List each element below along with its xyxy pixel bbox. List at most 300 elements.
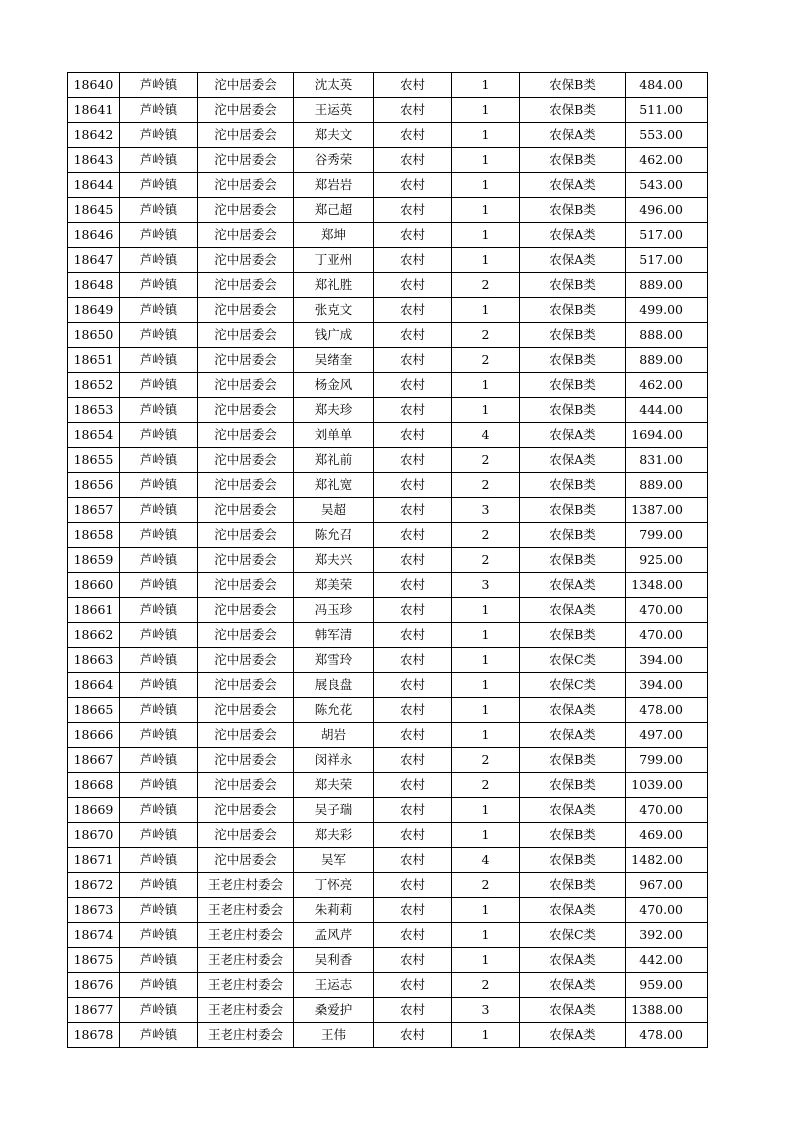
town-cell: 芦岭镇 (120, 648, 198, 673)
committee-cell: 沱中居委会 (198, 398, 294, 423)
name-cell: 刘单单 (294, 423, 374, 448)
name-cell: 闵祥永 (294, 748, 374, 773)
amount-cell: 1387.00 (626, 498, 708, 523)
amount-cell: 462.00 (626, 148, 708, 173)
area-type-cell: 农村 (374, 73, 452, 98)
record-id-cell: 18654 (68, 423, 120, 448)
insurance-type-cell: 农保A类 (520, 1023, 626, 1048)
committee-cell: 沱中居委会 (198, 448, 294, 473)
table-row (68, 648, 708, 673)
town-cell: 芦岭镇 (120, 373, 198, 398)
table-row (68, 398, 708, 423)
amount-cell: 889.00 (626, 348, 708, 373)
area-type-cell: 农村 (374, 1023, 452, 1048)
insurance-type-cell: 农保A类 (520, 598, 626, 623)
town-cell: 芦岭镇 (120, 623, 198, 648)
household-count-cell: 1 (452, 673, 520, 698)
town-cell: 芦岭镇 (120, 348, 198, 373)
town-cell: 芦岭镇 (120, 223, 198, 248)
household-count-cell: 1 (452, 373, 520, 398)
amount-cell: 553.00 (626, 123, 708, 148)
record-id-cell: 18658 (68, 523, 120, 548)
name-cell: 吴军 (294, 848, 374, 873)
insurance-type-cell: 农保B类 (520, 298, 626, 323)
amount-cell: 799.00 (626, 748, 708, 773)
amount-cell: 392.00 (626, 923, 708, 948)
household-count-cell: 1 (452, 598, 520, 623)
household-count-cell: 2 (452, 773, 520, 798)
area-type-cell: 农村 (374, 973, 452, 998)
committee-cell: 沱中居委会 (198, 473, 294, 498)
area-type-cell: 农村 (374, 723, 452, 748)
insurance-type-cell: 农保B类 (520, 323, 626, 348)
committee-cell: 沱中居委会 (198, 223, 294, 248)
record-id-cell: 18643 (68, 148, 120, 173)
amount-cell: 517.00 (626, 223, 708, 248)
area-type-cell: 农村 (374, 173, 452, 198)
amount-cell: 470.00 (626, 623, 708, 648)
table-row (68, 998, 708, 1023)
table-row (68, 298, 708, 323)
table-row (68, 873, 708, 898)
name-cell: 王运英 (294, 98, 374, 123)
committee-cell: 沱中居委会 (198, 523, 294, 548)
committee-cell: 沱中居委会 (198, 673, 294, 698)
insurance-type-cell: 农保B类 (520, 73, 626, 98)
household-count-cell: 2 (452, 448, 520, 473)
table-row (68, 598, 708, 623)
area-type-cell: 农村 (374, 423, 452, 448)
name-cell: 吴子瑞 (294, 798, 374, 823)
name-cell: 谷秀荣 (294, 148, 374, 173)
record-id-cell: 18647 (68, 248, 120, 273)
name-cell: 郑礼胜 (294, 273, 374, 298)
committee-cell: 王老庄村委会 (198, 923, 294, 948)
area-type-cell: 农村 (374, 748, 452, 773)
town-cell: 芦岭镇 (120, 473, 198, 498)
area-type-cell: 农村 (374, 398, 452, 423)
record-id-cell: 18649 (68, 298, 120, 323)
area-type-cell: 农村 (374, 198, 452, 223)
committee-cell: 沱中居委会 (198, 423, 294, 448)
table-row (68, 823, 708, 848)
town-cell: 芦岭镇 (120, 723, 198, 748)
table-row (68, 123, 708, 148)
name-cell: 陈允花 (294, 698, 374, 723)
table-row (68, 748, 708, 773)
table-row (68, 773, 708, 798)
table-row (68, 548, 708, 573)
committee-cell: 沱中居委会 (198, 373, 294, 398)
committee-cell: 沱中居委会 (198, 573, 294, 598)
area-type-cell: 农村 (374, 148, 452, 173)
insurance-type-cell: 农保A类 (520, 448, 626, 473)
name-cell: 郑夫珍 (294, 398, 374, 423)
record-id-cell: 18657 (68, 498, 120, 523)
town-cell: 芦岭镇 (120, 823, 198, 848)
name-cell: 吴超 (294, 498, 374, 523)
town-cell: 芦岭镇 (120, 1023, 198, 1048)
record-id-cell: 18650 (68, 323, 120, 348)
area-type-cell: 农村 (374, 673, 452, 698)
town-cell: 芦岭镇 (120, 98, 198, 123)
town-cell: 芦岭镇 (120, 398, 198, 423)
name-cell: 郑礼前 (294, 448, 374, 473)
amount-cell: 543.00 (626, 173, 708, 198)
amount-cell: 462.00 (626, 373, 708, 398)
amount-cell: 1348.00 (626, 573, 708, 598)
household-count-cell: 2 (452, 273, 520, 298)
amount-cell: 442.00 (626, 948, 708, 973)
area-type-cell: 农村 (374, 323, 452, 348)
insurance-type-cell: 农保A类 (520, 573, 626, 598)
town-cell: 芦岭镇 (120, 798, 198, 823)
household-count-cell: 1 (452, 298, 520, 323)
table-row (68, 173, 708, 198)
insurance-type-cell: 农保B类 (520, 373, 626, 398)
table-row (68, 623, 708, 648)
area-type-cell: 农村 (374, 948, 452, 973)
town-cell: 芦岭镇 (120, 673, 198, 698)
committee-cell: 沱中居委会 (198, 73, 294, 98)
household-count-cell: 2 (452, 323, 520, 348)
area-type-cell: 农村 (374, 923, 452, 948)
insurance-type-cell: 农保C类 (520, 648, 626, 673)
town-cell: 芦岭镇 (120, 173, 198, 198)
record-id-cell: 18641 (68, 98, 120, 123)
record-id-cell: 18656 (68, 473, 120, 498)
household-count-cell: 2 (452, 523, 520, 548)
record-id-cell: 18659 (68, 548, 120, 573)
area-type-cell: 农村 (374, 598, 452, 623)
town-cell: 芦岭镇 (120, 498, 198, 523)
record-id-cell: 18664 (68, 673, 120, 698)
insurance-type-cell: 农保B类 (520, 148, 626, 173)
record-id-cell: 18644 (68, 173, 120, 198)
committee-cell: 沱中居委会 (198, 348, 294, 373)
amount-cell: 1039.00 (626, 773, 708, 798)
insurance-type-cell: 农保C类 (520, 673, 626, 698)
household-count-cell: 3 (452, 498, 520, 523)
insurance-type-cell: 农保A类 (520, 798, 626, 823)
insurance-type-cell: 农保A类 (520, 998, 626, 1023)
household-count-cell: 1 (452, 798, 520, 823)
committee-cell: 沱中居委会 (198, 498, 294, 523)
name-cell: 郑雪玲 (294, 648, 374, 673)
household-count-cell: 1 (452, 623, 520, 648)
amount-cell: 1388.00 (626, 998, 708, 1023)
area-type-cell: 农村 (374, 373, 452, 398)
household-count-cell: 2 (452, 748, 520, 773)
area-type-cell: 农村 (374, 298, 452, 323)
area-type-cell: 农村 (374, 698, 452, 723)
town-cell: 芦岭镇 (120, 898, 198, 923)
record-id-cell: 18678 (68, 1023, 120, 1048)
record-id-cell: 18660 (68, 573, 120, 598)
household-count-cell: 1 (452, 698, 520, 723)
amount-cell: 925.00 (626, 548, 708, 573)
committee-cell: 沱中居委会 (198, 123, 294, 148)
insurance-type-cell: 农保B类 (520, 623, 626, 648)
amount-cell: 499.00 (626, 298, 708, 323)
household-count-cell: 1 (452, 123, 520, 148)
committee-cell: 沱中居委会 (198, 748, 294, 773)
area-type-cell: 农村 (374, 448, 452, 473)
table-row (68, 798, 708, 823)
area-type-cell: 农村 (374, 798, 452, 823)
amount-cell: 959.00 (626, 973, 708, 998)
record-id-cell: 18652 (68, 373, 120, 398)
insurance-type-cell: 农保A类 (520, 898, 626, 923)
name-cell: 丁亚州 (294, 248, 374, 273)
name-cell: 郑岩岩 (294, 173, 374, 198)
insurance-type-cell: 农保B类 (520, 873, 626, 898)
area-type-cell: 农村 (374, 773, 452, 798)
name-cell: 冯玉珍 (294, 598, 374, 623)
name-cell: 展良盘 (294, 673, 374, 698)
household-count-cell: 1 (452, 898, 520, 923)
area-type-cell: 农村 (374, 498, 452, 523)
table-row (68, 148, 708, 173)
name-cell: 韩军清 (294, 623, 374, 648)
amount-cell: 496.00 (626, 198, 708, 223)
area-type-cell: 农村 (374, 123, 452, 148)
record-id-cell: 18668 (68, 773, 120, 798)
table-row (68, 198, 708, 223)
household-count-cell: 1 (452, 148, 520, 173)
committee-cell: 王老庄村委会 (198, 898, 294, 923)
amount-cell: 478.00 (626, 698, 708, 723)
area-type-cell: 农村 (374, 573, 452, 598)
insurance-type-cell: 农保B类 (520, 398, 626, 423)
town-cell: 芦岭镇 (120, 123, 198, 148)
town-cell: 芦岭镇 (120, 923, 198, 948)
insurance-type-cell: 农保B类 (520, 548, 626, 573)
committee-cell: 沱中居委会 (198, 198, 294, 223)
town-cell: 芦岭镇 (120, 448, 198, 473)
table-row (68, 1023, 708, 1048)
insurance-type-cell: 农保B类 (520, 523, 626, 548)
table-row (68, 898, 708, 923)
name-cell: 郑坤 (294, 223, 374, 248)
area-type-cell: 农村 (374, 548, 452, 573)
name-cell: 张克文 (294, 298, 374, 323)
amount-cell: 831.00 (626, 448, 708, 473)
name-cell: 王伟 (294, 1023, 374, 1048)
insurance-type-cell: 农保A类 (520, 698, 626, 723)
record-id-cell: 18669 (68, 798, 120, 823)
household-count-cell: 1 (452, 98, 520, 123)
record-id-cell: 18666 (68, 723, 120, 748)
area-type-cell: 农村 (374, 998, 452, 1023)
table-row (68, 923, 708, 948)
name-cell: 吴利香 (294, 948, 374, 973)
town-cell: 芦岭镇 (120, 848, 198, 873)
town-cell: 芦岭镇 (120, 998, 198, 1023)
committee-cell: 王老庄村委会 (198, 998, 294, 1023)
record-id-cell: 18667 (68, 748, 120, 773)
table-row (68, 223, 708, 248)
amount-cell: 517.00 (626, 248, 708, 273)
record-id-cell: 18677 (68, 998, 120, 1023)
insurance-type-cell: 农保B类 (520, 748, 626, 773)
table-row (68, 723, 708, 748)
table-row (68, 73, 708, 98)
committee-cell: 沱中居委会 (198, 173, 294, 198)
household-count-cell: 2 (452, 873, 520, 898)
record-id-cell: 18665 (68, 698, 120, 723)
town-cell: 芦岭镇 (120, 598, 198, 623)
amount-cell: 967.00 (626, 873, 708, 898)
table-row (68, 273, 708, 298)
name-cell: 郑夫兴 (294, 548, 374, 573)
household-count-cell: 1 (452, 73, 520, 98)
committee-cell: 沱中居委会 (198, 698, 294, 723)
name-cell: 胡岩 (294, 723, 374, 748)
household-count-cell: 1 (452, 1023, 520, 1048)
amount-cell: 470.00 (626, 898, 708, 923)
name-cell: 王运志 (294, 973, 374, 998)
name-cell: 吴绪奎 (294, 348, 374, 373)
area-type-cell: 农村 (374, 873, 452, 898)
amount-cell: 799.00 (626, 523, 708, 548)
insurance-type-cell: 农保A类 (520, 248, 626, 273)
table-row (68, 498, 708, 523)
committee-cell: 沱中居委会 (198, 323, 294, 348)
insurance-type-cell: 农保B类 (520, 348, 626, 373)
town-cell: 芦岭镇 (120, 73, 198, 98)
insurance-type-cell: 农保A类 (520, 948, 626, 973)
record-id-cell: 18655 (68, 448, 120, 473)
household-count-cell: 1 (452, 248, 520, 273)
insurance-type-cell: 农保B类 (520, 273, 626, 298)
amount-cell: 889.00 (626, 473, 708, 498)
record-id-cell: 18675 (68, 948, 120, 973)
name-cell: 郑己超 (294, 198, 374, 223)
town-cell: 芦岭镇 (120, 773, 198, 798)
household-count-cell: 2 (452, 973, 520, 998)
table-row (68, 473, 708, 498)
insurance-type-cell: 农保A类 (520, 423, 626, 448)
town-cell: 芦岭镇 (120, 548, 198, 573)
name-cell: 钱广成 (294, 323, 374, 348)
household-count-cell: 1 (452, 648, 520, 673)
amount-cell: 484.00 (626, 73, 708, 98)
insurance-type-cell: 农保B类 (520, 198, 626, 223)
town-cell: 芦岭镇 (120, 323, 198, 348)
name-cell: 朱莉莉 (294, 898, 374, 923)
record-id-cell: 18640 (68, 73, 120, 98)
name-cell: 丁怀亮 (294, 873, 374, 898)
town-cell: 芦岭镇 (120, 948, 198, 973)
record-id-cell: 18661 (68, 598, 120, 623)
committee-cell: 沱中居委会 (198, 273, 294, 298)
area-type-cell: 农村 (374, 523, 452, 548)
record-id-cell: 18662 (68, 623, 120, 648)
table-row (68, 348, 708, 373)
amount-cell: 888.00 (626, 323, 708, 348)
household-count-cell: 2 (452, 348, 520, 373)
area-type-cell: 农村 (374, 898, 452, 923)
amount-cell: 444.00 (626, 398, 708, 423)
insurance-type-cell: 农保A类 (520, 173, 626, 198)
insurance-type-cell: 农保B类 (520, 473, 626, 498)
record-id-cell: 18648 (68, 273, 120, 298)
record-id-cell: 18642 (68, 123, 120, 148)
amount-cell: 469.00 (626, 823, 708, 848)
area-type-cell: 农村 (374, 823, 452, 848)
record-id-cell: 18671 (68, 848, 120, 873)
amount-cell: 511.00 (626, 98, 708, 123)
committee-cell: 沱中居委会 (198, 773, 294, 798)
committee-cell: 沱中居委会 (198, 298, 294, 323)
insurance-type-cell: 农保B类 (520, 98, 626, 123)
insurance-type-cell: 农保C类 (520, 923, 626, 948)
committee-cell: 沱中居委会 (198, 723, 294, 748)
records-table (67, 72, 708, 1048)
committee-cell: 王老庄村委会 (198, 873, 294, 898)
town-cell: 芦岭镇 (120, 873, 198, 898)
committee-cell: 沱中居委会 (198, 248, 294, 273)
amount-cell: 394.00 (626, 648, 708, 673)
name-cell: 杨金风 (294, 373, 374, 398)
name-cell: 沈太英 (294, 73, 374, 98)
area-type-cell: 农村 (374, 248, 452, 273)
insurance-type-cell: 农保B类 (520, 773, 626, 798)
table-row (68, 423, 708, 448)
area-type-cell: 农村 (374, 848, 452, 873)
table-row (68, 673, 708, 698)
table-row (68, 698, 708, 723)
record-id-cell: 18670 (68, 823, 120, 848)
insurance-type-cell: 农保B类 (520, 848, 626, 873)
amount-cell: 394.00 (626, 673, 708, 698)
record-id-cell: 18653 (68, 398, 120, 423)
town-cell: 芦岭镇 (120, 298, 198, 323)
household-count-cell: 1 (452, 723, 520, 748)
town-cell: 芦岭镇 (120, 423, 198, 448)
household-count-cell: 3 (452, 998, 520, 1023)
committee-cell: 沱中居委会 (198, 148, 294, 173)
amount-cell: 889.00 (626, 273, 708, 298)
town-cell: 芦岭镇 (120, 973, 198, 998)
committee-cell: 沱中居委会 (198, 823, 294, 848)
town-cell: 芦岭镇 (120, 148, 198, 173)
committee-cell: 王老庄村委会 (198, 1023, 294, 1048)
table-row (68, 448, 708, 473)
committee-cell: 沱中居委会 (198, 648, 294, 673)
table-row (68, 948, 708, 973)
amount-cell: 470.00 (626, 798, 708, 823)
household-count-cell: 1 (452, 823, 520, 848)
committee-cell: 沱中居委会 (198, 548, 294, 573)
table-row (68, 973, 708, 998)
amount-cell: 478.00 (626, 1023, 708, 1048)
table-row (68, 98, 708, 123)
record-id-cell: 18673 (68, 898, 120, 923)
area-type-cell: 农村 (374, 473, 452, 498)
record-id-cell: 18674 (68, 923, 120, 948)
household-count-cell: 1 (452, 198, 520, 223)
table-row (68, 248, 708, 273)
insurance-type-cell: 农保A类 (520, 123, 626, 148)
record-id-cell: 18672 (68, 873, 120, 898)
name-cell: 孟风芹 (294, 923, 374, 948)
household-count-cell: 1 (452, 923, 520, 948)
name-cell: 郑夫荣 (294, 773, 374, 798)
record-id-cell: 18645 (68, 198, 120, 223)
town-cell: 芦岭镇 (120, 748, 198, 773)
